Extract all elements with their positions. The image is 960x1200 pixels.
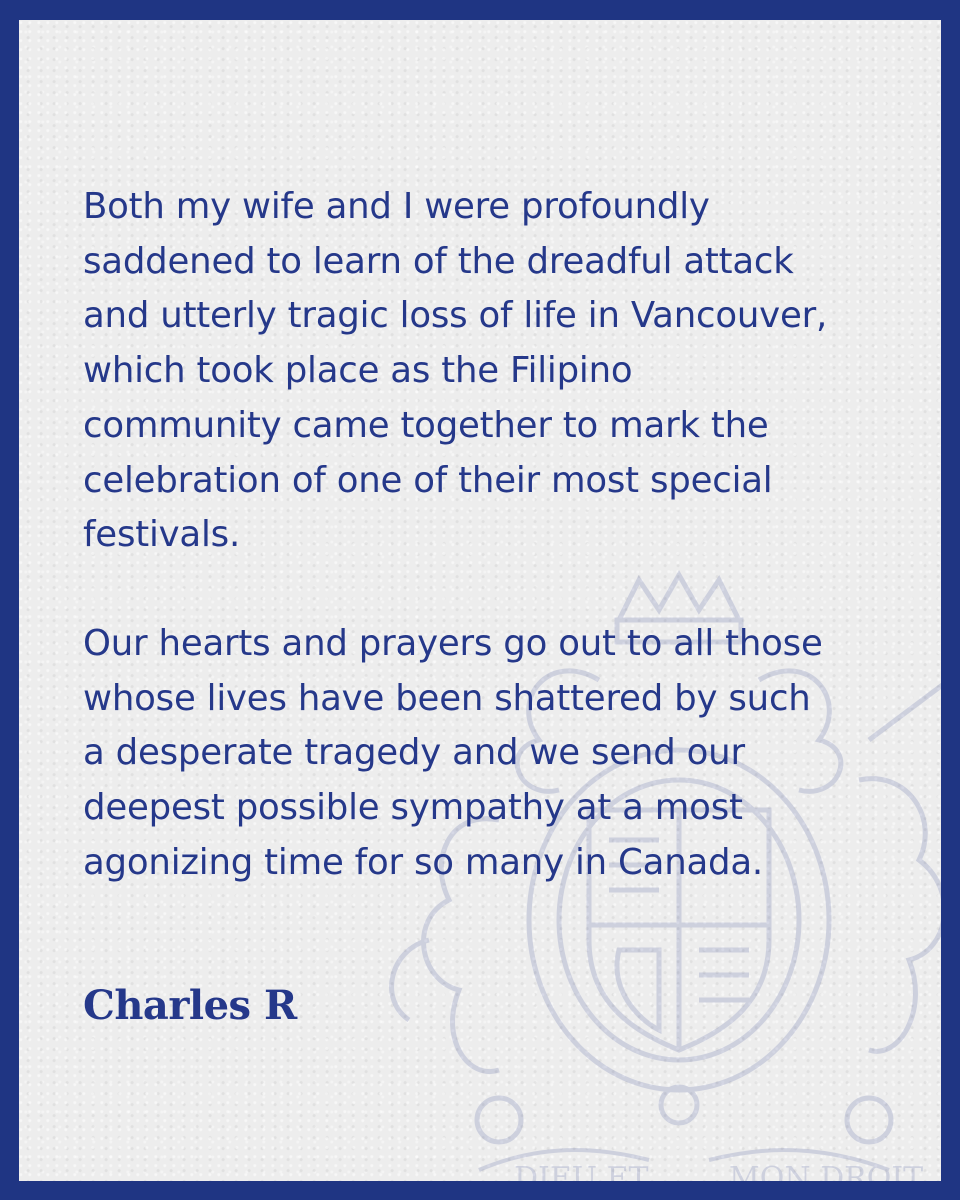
paragraph-2: Our hearts and prayers go out to all those whose lives have been shattered by such a desperate tragedy and we send our deepest possible sympathy at a most agonizing time for so many in Canada. [83,622,823,883]
paragraph-1: Both my wife and I were profoundly saddened to learn of the dreadful attack and utterly tragic loss of life in Vancouver, which took place as the Filipino community came together to mark the celebration of one of their most special festivals. [83,186,828,556]
letter-body [83,180,903,890]
letter-paper [19,20,941,1196]
signature: Charles R [83,982,297,1029]
motto-right: MON DROIT [729,1161,924,1196]
motto-left: DIEU ET [514,1161,649,1196]
